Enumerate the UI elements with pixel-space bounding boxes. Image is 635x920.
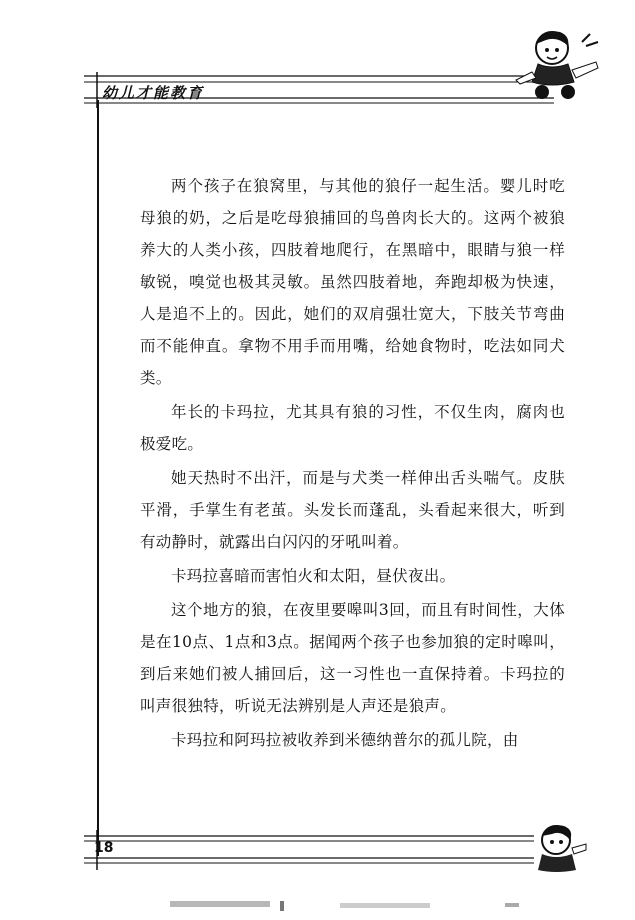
child-mascot-icon [512, 22, 604, 102]
body-text [140, 170, 565, 756]
book-title: 幼儿才能教育 [102, 84, 205, 102]
paragraph: 卡玛拉喜暗而害怕火和太阳，昼伏夜出。 [171, 567, 456, 585]
paragraph: 她天热时不出汗，而是与犬类一样伸出舌头喘气。皮肤平滑，手掌生有老茧。头发长而蓬乱，头看起来很大，听到有动静时，就露出白闪闪的牙吼叫着。 [140, 469, 565, 551]
paragraph: 这个地方的狼，在夜里要嗥叫3回，而且有时间性，大体是在10点、1点和3点。据闻两个孩子也参加狼的定时嗥叫，到后来她们被人捕回后，这一习性也一直保持着。卡玛拉的叫声很独特，听说无法辨别是人声还是狼声。 [140, 601, 565, 715]
paragraph: 两个孩子在狼窝里，与其他的狼仔一起生活。婴儿时吃母狼的奶，之后是吃母狼捕回的鸟兽肉长大的。这两个被狼养大的人类小孩，四肢着地爬行，在黑暗中，眼睛与狼一样敏锐，嗅觉也极其灵敏。虽然四肢着地，奔跑却极为快速，人是追不上的。因此，她们的双肩强壮宽大，下肢关节弯曲而不能伸直。拿物不用手而用嘴，给她食物时，吃法如同犬类。 [140, 177, 565, 387]
scan-artifact [0, 895, 635, 915]
paragraph: 卡玛拉和阿玛拉被收养到米德纳普尔的孤儿院，由 [171, 731, 519, 749]
child-mascot-icon [524, 818, 590, 874]
paragraph: 年长的卡玛拉，尤其具有狼的习性，不仅生肉，腐肉也极爱吃。 [140, 403, 565, 453]
margin-line [97, 100, 99, 856]
page-number: 18 [94, 840, 114, 856]
